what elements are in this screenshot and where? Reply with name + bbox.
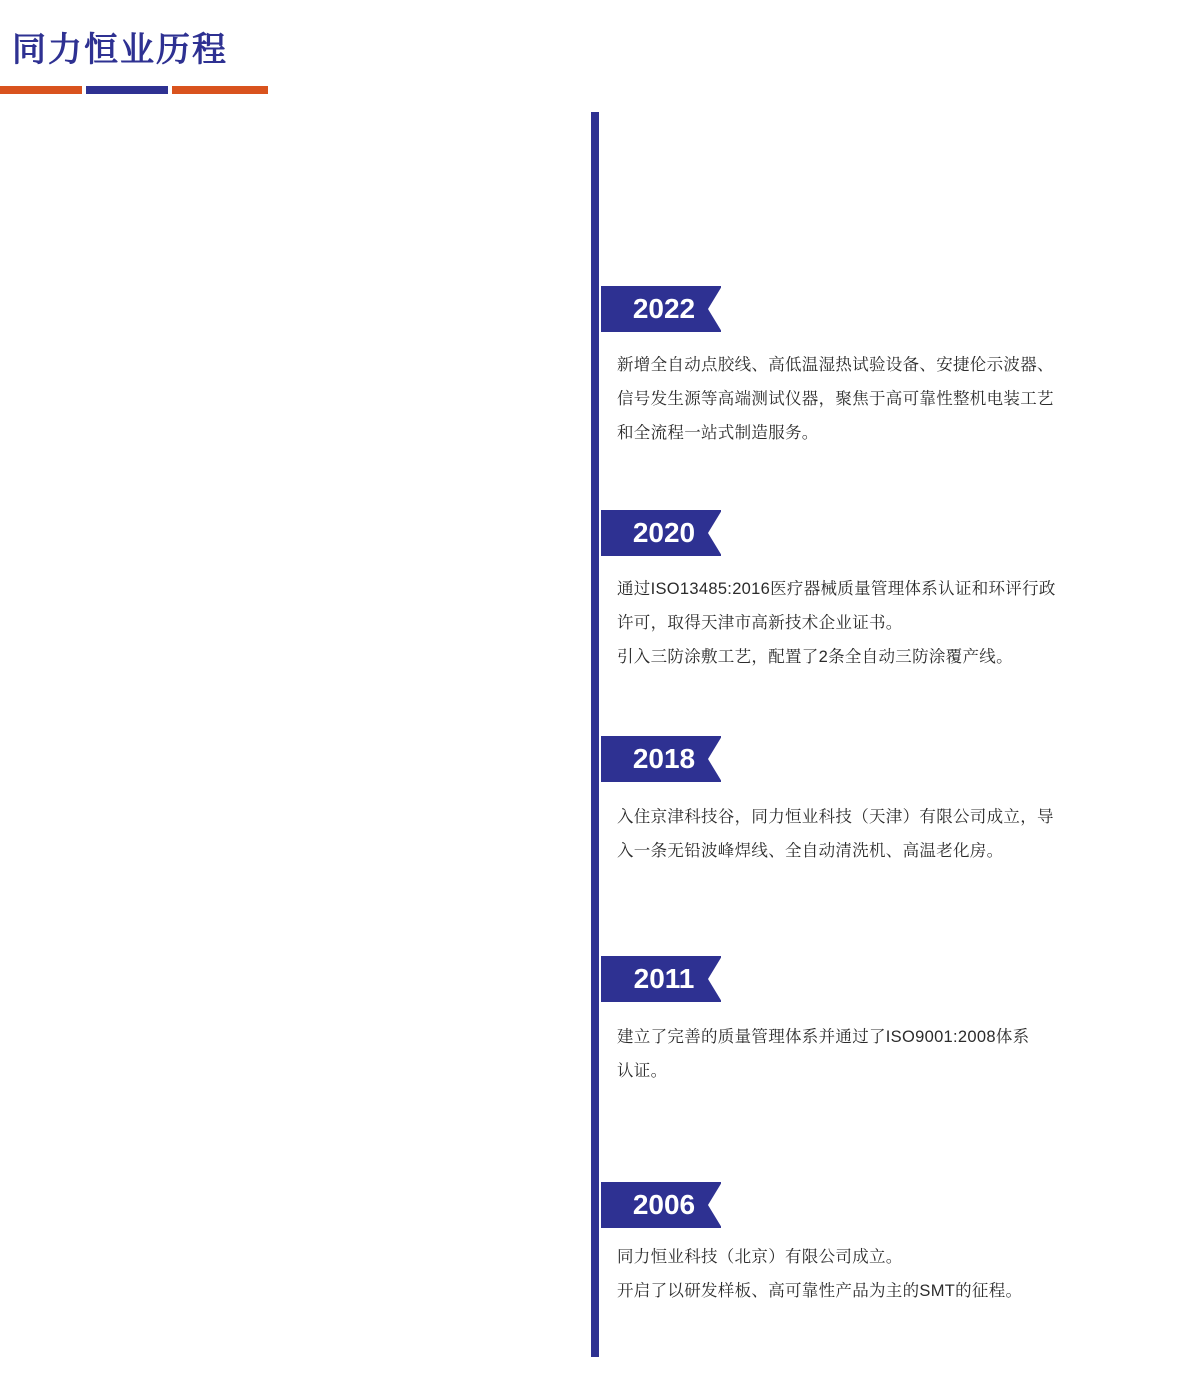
timeline-desc-line: 入一条无铅波峰焊线、全自动清洗机、高温老化房。 xyxy=(617,842,1004,860)
timeline-desc-2022 xyxy=(617,348,1157,450)
timeline-desc-line: 同力恒业科技（北京）有限公司成立。 xyxy=(617,1248,903,1266)
timeline-desc-line: 许可，取得天津市高新技术企业证书。 xyxy=(617,614,903,632)
year-tag-2022[interactable]: 2022 xyxy=(601,286,721,332)
timeline-desc-line: 入住京津科技谷，同力恒业科技（天津）有限公司成立，导 xyxy=(617,808,1054,826)
year-tag-2011[interactable]: 2011 xyxy=(601,956,721,1002)
year-tag-2020[interactable]: 2020 xyxy=(601,510,721,556)
year-tag-2018[interactable]: 2018 xyxy=(601,736,721,782)
header-rule-segment-orange-right xyxy=(172,86,268,94)
timeline-desc-2018 xyxy=(617,800,1157,868)
timeline-desc-2011 xyxy=(617,1020,1157,1088)
year-tag-2006[interactable]: 2006 xyxy=(601,1182,721,1228)
timeline-desc-line: 通过ISO13485:2016医疗器械质量管理体系认证和环评行政 xyxy=(617,580,1056,598)
timeline-desc-line: 信号发生源等高端测试仪器，聚焦于高可靠性整机电装工艺 xyxy=(617,390,1054,408)
header-rule xyxy=(0,86,280,94)
page-header xyxy=(0,0,1200,110)
timeline-desc-2006 xyxy=(617,1240,1157,1308)
page-title: 同力恒业历程 xyxy=(12,31,228,69)
timeline-desc-line: 建立了完善的质量管理体系并通过了ISO9001:2008体系 xyxy=(617,1028,1030,1046)
timeline-desc-line: 新增全自动点胶线、高低温湿热试验设备、安捷伦示波器、 xyxy=(617,356,1054,374)
timeline-desc-line: 引入三防涂敷工艺，配置了2条全自动三防涂覆产线。 xyxy=(617,648,1013,666)
timeline-desc-line: 开启了以研发样板、高可靠性产品为主的SMT的征程。 xyxy=(617,1282,1023,1300)
header-rule-segment-blue xyxy=(86,86,168,94)
timeline-desc-line: 和全流程一站式制造服务。 xyxy=(617,424,819,442)
timeline-axis xyxy=(591,112,599,1357)
timeline-desc-line: 认证。 xyxy=(617,1062,668,1080)
header-rule-segment-orange-left xyxy=(0,86,82,94)
timeline-desc-2020 xyxy=(617,572,1157,674)
